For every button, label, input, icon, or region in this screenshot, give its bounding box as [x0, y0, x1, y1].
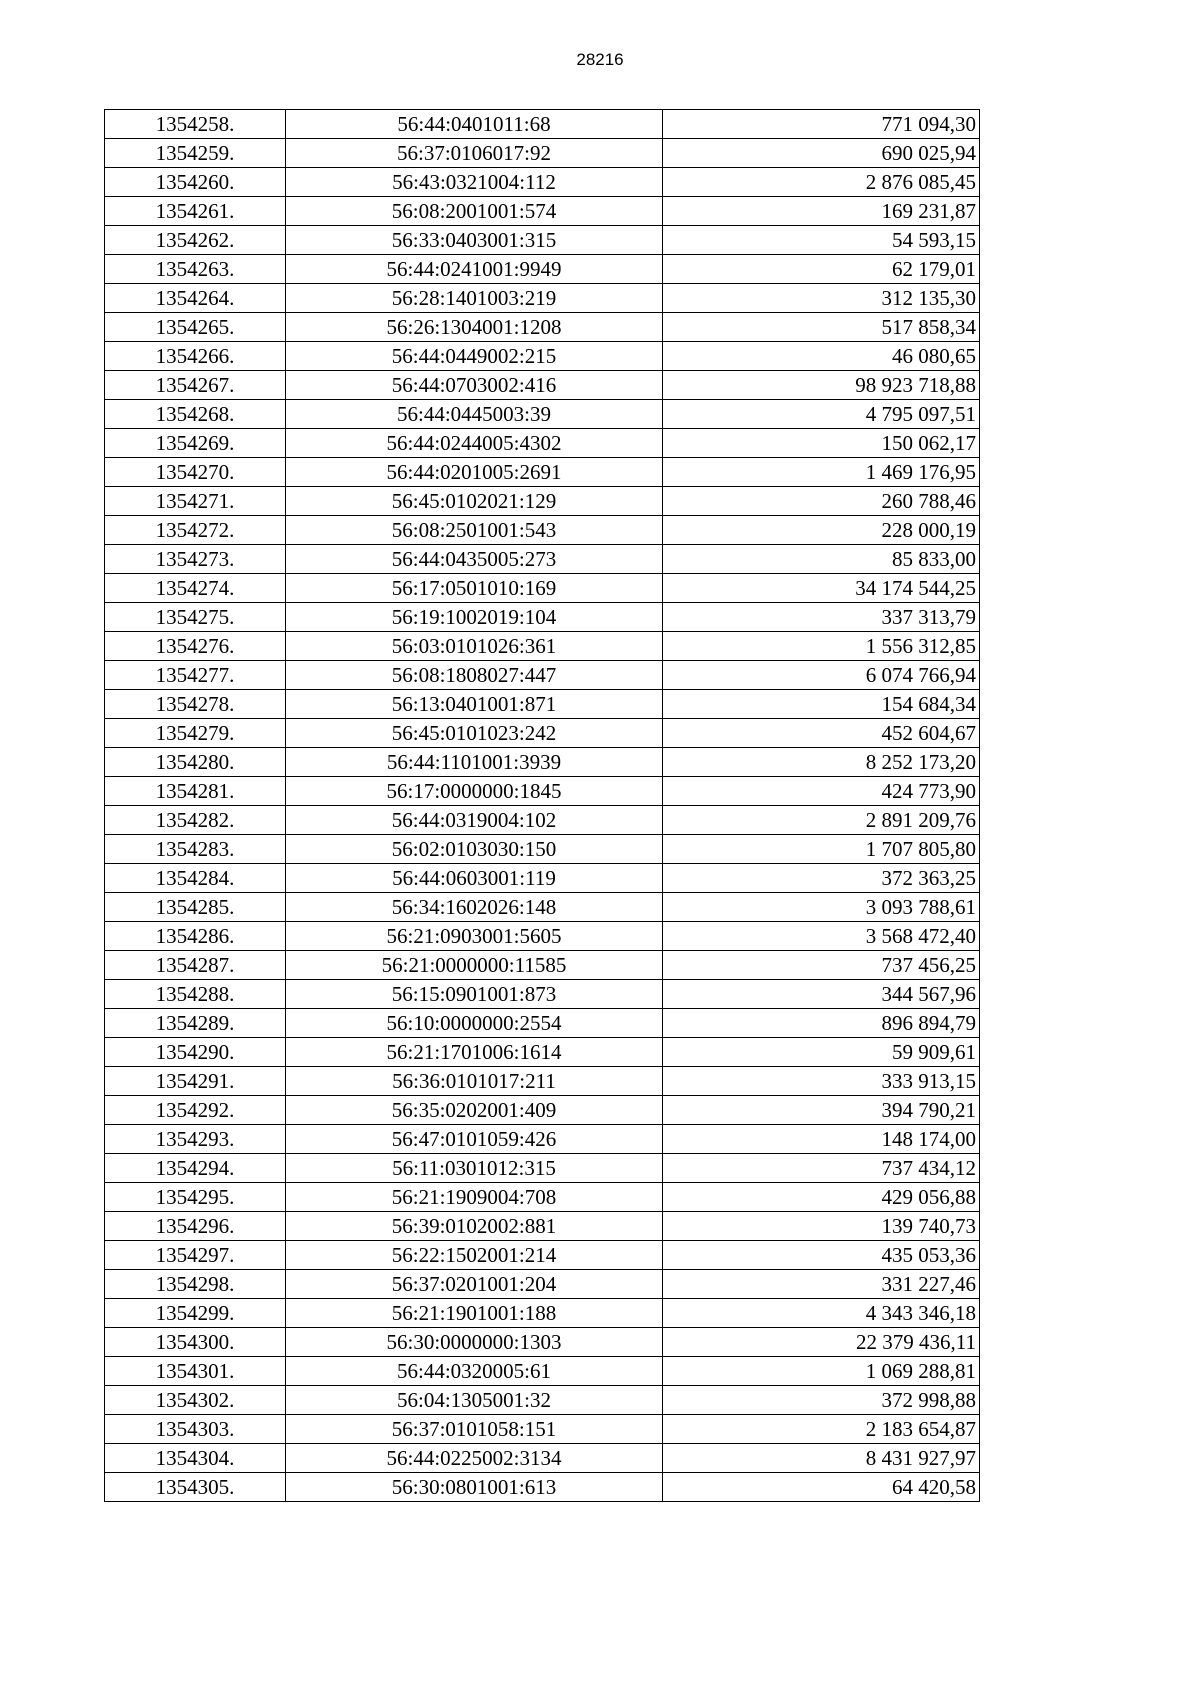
cadastral-value-cell: 148 174,00 [663, 1125, 980, 1154]
cadastral-number-cell: 56:44:0319004:102 [286, 806, 663, 835]
table-row [105, 574, 980, 603]
table-row [105, 197, 980, 226]
cadastral-value-cell: 737 434,12 [663, 1154, 980, 1183]
row-number-cell: 1354304. [105, 1444, 286, 1473]
cadastral-number-cell: 56:37:0101058:151 [286, 1415, 663, 1444]
table-row [105, 1183, 980, 1212]
row-number-cell: 1354294. [105, 1154, 286, 1183]
row-number-cell: 1354298. [105, 1270, 286, 1299]
table-row [105, 1386, 980, 1415]
table-row [105, 777, 980, 806]
cadastral-number-cell: 56:11:0301012:315 [286, 1154, 663, 1183]
table-body [105, 110, 980, 1502]
row-number-cell: 1354284. [105, 864, 286, 893]
cadastral-number-cell: 56:21:1909004:708 [286, 1183, 663, 1212]
row-number-cell: 1354299. [105, 1299, 286, 1328]
cadastral-number-cell: 56:44:0244005:4302 [286, 429, 663, 458]
cadastral-number-cell: 56:45:0101023:242 [286, 719, 663, 748]
cadastral-value-cell: 1 069 288,81 [663, 1357, 980, 1386]
cadastral-value-cell: 1 707 805,80 [663, 835, 980, 864]
table-row [105, 864, 980, 893]
cadastral-value-cell: 2 183 654,87 [663, 1415, 980, 1444]
row-number-cell: 1354300. [105, 1328, 286, 1357]
cadastral-number-cell: 56:47:0101059:426 [286, 1125, 663, 1154]
row-number-cell: 1354270. [105, 458, 286, 487]
row-number-cell: 1354305. [105, 1473, 286, 1502]
row-number-cell: 1354302. [105, 1386, 286, 1415]
cadastral-value-cell: 344 567,96 [663, 980, 980, 1009]
row-number-cell: 1354267. [105, 371, 286, 400]
row-number-cell: 1354281. [105, 777, 286, 806]
cadastral-value-cell: 331 227,46 [663, 1270, 980, 1299]
cadastral-number-cell: 56:02:0103030:150 [286, 835, 663, 864]
table-row [105, 603, 980, 632]
cadastral-number-cell: 56:44:1101001:3939 [286, 748, 663, 777]
table-row [105, 1212, 980, 1241]
cadastral-number-cell: 56:44:0445003:39 [286, 400, 663, 429]
cadastral-number-cell: 56:04:1305001:32 [286, 1386, 663, 1415]
row-number-cell: 1354296. [105, 1212, 286, 1241]
cadastral-value-cell: 4 795 097,51 [663, 400, 980, 429]
cadastral-value-cell: 312 135,30 [663, 284, 980, 313]
table-row [105, 661, 980, 690]
row-number-cell: 1354262. [105, 226, 286, 255]
cadastral-number-cell: 56:10:0000000:2554 [286, 1009, 663, 1038]
table-row [105, 1473, 980, 1502]
cadastral-number-cell: 56:43:0321004:112 [286, 168, 663, 197]
table-row [105, 458, 980, 487]
cadastral-number-cell: 56:21:1901001:188 [286, 1299, 663, 1328]
cadastral-value-cell: 2 876 085,45 [663, 168, 980, 197]
row-number-cell: 1354278. [105, 690, 286, 719]
cadastral-number-cell: 56:03:0101026:361 [286, 632, 663, 661]
row-number-cell: 1354301. [105, 1357, 286, 1386]
table-row [105, 1328, 980, 1357]
row-number-cell: 1354273. [105, 545, 286, 574]
cadastral-value-cell: 22 379 436,11 [663, 1328, 980, 1357]
cadastral-number-cell: 56:44:0201005:2691 [286, 458, 663, 487]
table-row [105, 1299, 980, 1328]
table-row [105, 313, 980, 342]
cadastral-value-cell: 1 469 176,95 [663, 458, 980, 487]
cadastral-value-cell: 337 313,79 [663, 603, 980, 632]
table-row [105, 922, 980, 951]
row-number-cell: 1354276. [105, 632, 286, 661]
cadastral-number-cell: 56:21:1701006:1614 [286, 1038, 663, 1067]
cadastral-value-cell: 372 363,25 [663, 864, 980, 893]
table-row [105, 806, 980, 835]
cadastral-number-cell: 56:30:0801001:613 [286, 1473, 663, 1502]
cadastral-value-cell: 8 431 927,97 [663, 1444, 980, 1473]
table-row [105, 429, 980, 458]
table-row [105, 168, 980, 197]
cadastral-number-cell: 56:44:0225002:3134 [286, 1444, 663, 1473]
row-number-cell: 1354290. [105, 1038, 286, 1067]
table-row [105, 1038, 980, 1067]
table-row [105, 893, 980, 922]
row-number-cell: 1354289. [105, 1009, 286, 1038]
table-row [105, 255, 980, 284]
cadastral-number-cell: 56:17:0000000:1845 [286, 777, 663, 806]
cadastral-number-cell: 56:17:0501010:169 [286, 574, 663, 603]
table-row [105, 371, 980, 400]
cadastral-number-cell: 56:39:0102002:881 [286, 1212, 663, 1241]
cadastral-value-cell: 1 556 312,85 [663, 632, 980, 661]
table-row [105, 1444, 980, 1473]
cadastral-value-cell: 3 093 788,61 [663, 893, 980, 922]
cadastral-value-cell: 896 894,79 [663, 1009, 980, 1038]
cadastral-value-cell: 59 909,61 [663, 1038, 980, 1067]
cadastral-value-cell: 98 923 718,88 [663, 371, 980, 400]
row-number-cell: 1354260. [105, 168, 286, 197]
row-number-cell: 1354271. [105, 487, 286, 516]
row-number-cell: 1354272. [105, 516, 286, 545]
table-row [105, 1241, 980, 1270]
row-number-cell: 1354293. [105, 1125, 286, 1154]
row-number-cell: 1354259. [105, 139, 286, 168]
table-row [105, 1096, 980, 1125]
cadastral-number-cell: 56:44:0435005:273 [286, 545, 663, 574]
cadastral-number-cell: 56:34:1602026:148 [286, 893, 663, 922]
cadastral-value-cell: 228 000,19 [663, 516, 980, 545]
cadastral-value-cell: 737 456,25 [663, 951, 980, 980]
table-row [105, 1125, 980, 1154]
cadastral-value-cell: 46 080,65 [663, 342, 980, 371]
table-row [105, 342, 980, 371]
cadastral-number-cell: 56:30:0000000:1303 [286, 1328, 663, 1357]
cadastral-value-cell: 260 788,46 [663, 487, 980, 516]
row-number-cell: 1354283. [105, 835, 286, 864]
table-row [105, 632, 980, 661]
cadastral-number-cell: 56:08:2501001:543 [286, 516, 663, 545]
table-row [105, 139, 980, 168]
cadastral-value-cell: 2 891 209,76 [663, 806, 980, 835]
cadastral-value-cell: 517 858,34 [663, 313, 980, 342]
table-row [105, 1067, 980, 1096]
cadastral-number-cell: 56:44:0449002:215 [286, 342, 663, 371]
cadastral-value-cell: 62 179,01 [663, 255, 980, 284]
row-number-cell: 1354292. [105, 1096, 286, 1125]
row-number-cell: 1354288. [105, 980, 286, 1009]
table-row [105, 1154, 980, 1183]
cadastral-value-cell: 452 604,67 [663, 719, 980, 748]
table-row [105, 748, 980, 777]
cadastral-number-cell: 56:37:0201001:204 [286, 1270, 663, 1299]
cadastral-number-cell: 56:35:0202001:409 [286, 1096, 663, 1125]
table-row [105, 284, 980, 313]
cadastral-number-cell: 56:08:1808027:447 [286, 661, 663, 690]
table-row [105, 487, 980, 516]
cadastral-value-cell: 429 056,88 [663, 1183, 980, 1212]
table-row [105, 1415, 980, 1444]
row-number-cell: 1354280. [105, 748, 286, 777]
table-row [105, 545, 980, 574]
cadastral-number-cell: 56:28:1401003:219 [286, 284, 663, 313]
cadastral-value-cell: 34 174 544,25 [663, 574, 980, 603]
table-row [105, 980, 980, 1009]
table-row [105, 1270, 980, 1299]
row-number-cell: 1354295. [105, 1183, 286, 1212]
cadastral-value-cell: 64 420,58 [663, 1473, 980, 1502]
cadastral-number-cell: 56:36:0101017:211 [286, 1067, 663, 1096]
row-number-cell: 1354285. [105, 893, 286, 922]
row-number-cell: 1354291. [105, 1067, 286, 1096]
cadastral-value-table [104, 109, 980, 1502]
cadastral-number-cell: 56:37:0106017:92 [286, 139, 663, 168]
table-row [105, 110, 980, 139]
cadastral-number-cell: 56:44:0320005:61 [286, 1357, 663, 1386]
row-number-cell: 1354303. [105, 1415, 286, 1444]
table-row [105, 1009, 980, 1038]
cadastral-number-cell: 56:19:1002019:104 [286, 603, 663, 632]
row-number-cell: 1354275. [105, 603, 286, 632]
cadastral-number-cell: 56:44:0603001:119 [286, 864, 663, 893]
cadastral-number-cell: 56:33:0403001:315 [286, 226, 663, 255]
row-number-cell: 1354265. [105, 313, 286, 342]
row-number-cell: 1354258. [105, 110, 286, 139]
cadastral-value-cell: 6 074 766,94 [663, 661, 980, 690]
cadastral-value-cell: 3 568 472,40 [663, 922, 980, 951]
cadastral-value-cell: 4 343 346,18 [663, 1299, 980, 1328]
cadastral-number-cell: 56:44:0241001:9949 [286, 255, 663, 284]
cadastral-number-cell: 56:21:0000000:11585 [286, 951, 663, 980]
table-row [105, 1357, 980, 1386]
cadastral-number-cell: 56:08:2001001:574 [286, 197, 663, 226]
table-row [105, 719, 980, 748]
row-number-cell: 1354297. [105, 1241, 286, 1270]
row-number-cell: 1354274. [105, 574, 286, 603]
row-number-cell: 1354269. [105, 429, 286, 458]
cadastral-value-cell: 424 773,90 [663, 777, 980, 806]
cadastral-value-cell: 154 684,34 [663, 690, 980, 719]
table-row [105, 516, 980, 545]
table-row [105, 226, 980, 255]
cadastral-value-cell: 435 053,36 [663, 1241, 980, 1270]
cadastral-value-cell: 8 252 173,20 [663, 748, 980, 777]
page-number: 28216 [576, 50, 624, 69]
cadastral-value-cell: 771 094,30 [663, 110, 980, 139]
cadastral-value-cell: 394 790,21 [663, 1096, 980, 1125]
table-row [105, 690, 980, 719]
row-number-cell: 1354268. [105, 400, 286, 429]
row-number-cell: 1354282. [105, 806, 286, 835]
row-number-cell: 1354261. [105, 197, 286, 226]
row-number-cell: 1354279. [105, 719, 286, 748]
row-number-cell: 1354286. [105, 922, 286, 951]
cadastral-number-cell: 56:15:0901001:873 [286, 980, 663, 1009]
cadastral-value-cell: 150 062,17 [663, 429, 980, 458]
cadastral-value-cell: 333 913,15 [663, 1067, 980, 1096]
cadastral-value-cell: 169 231,87 [663, 197, 980, 226]
row-number-cell: 1354266. [105, 342, 286, 371]
cadastral-number-cell: 56:44:0401011:68 [286, 110, 663, 139]
table-row [105, 400, 980, 429]
cadastral-value-cell: 372 998,88 [663, 1386, 980, 1415]
cadastral-number-cell: 56:22:1502001:214 [286, 1241, 663, 1270]
cadastral-number-cell: 56:45:0102021:129 [286, 487, 663, 516]
cadastral-value-cell: 85 833,00 [663, 545, 980, 574]
row-number-cell: 1354263. [105, 255, 286, 284]
table-row [105, 835, 980, 864]
cadastral-number-cell: 56:21:0903001:5605 [286, 922, 663, 951]
cadastral-number-cell: 56:13:0401001:871 [286, 690, 663, 719]
cadastral-value-cell: 690 025,94 [663, 139, 980, 168]
cadastral-number-cell: 56:26:1304001:1208 [286, 313, 663, 342]
row-number-cell: 1354277. [105, 661, 286, 690]
table-row [105, 951, 980, 980]
row-number-cell: 1354264. [105, 284, 286, 313]
cadastral-value-cell: 54 593,15 [663, 226, 980, 255]
cadastral-value-cell: 139 740,73 [663, 1212, 980, 1241]
cadastral-number-cell: 56:44:0703002:416 [286, 371, 663, 400]
row-number-cell: 1354287. [105, 951, 286, 980]
